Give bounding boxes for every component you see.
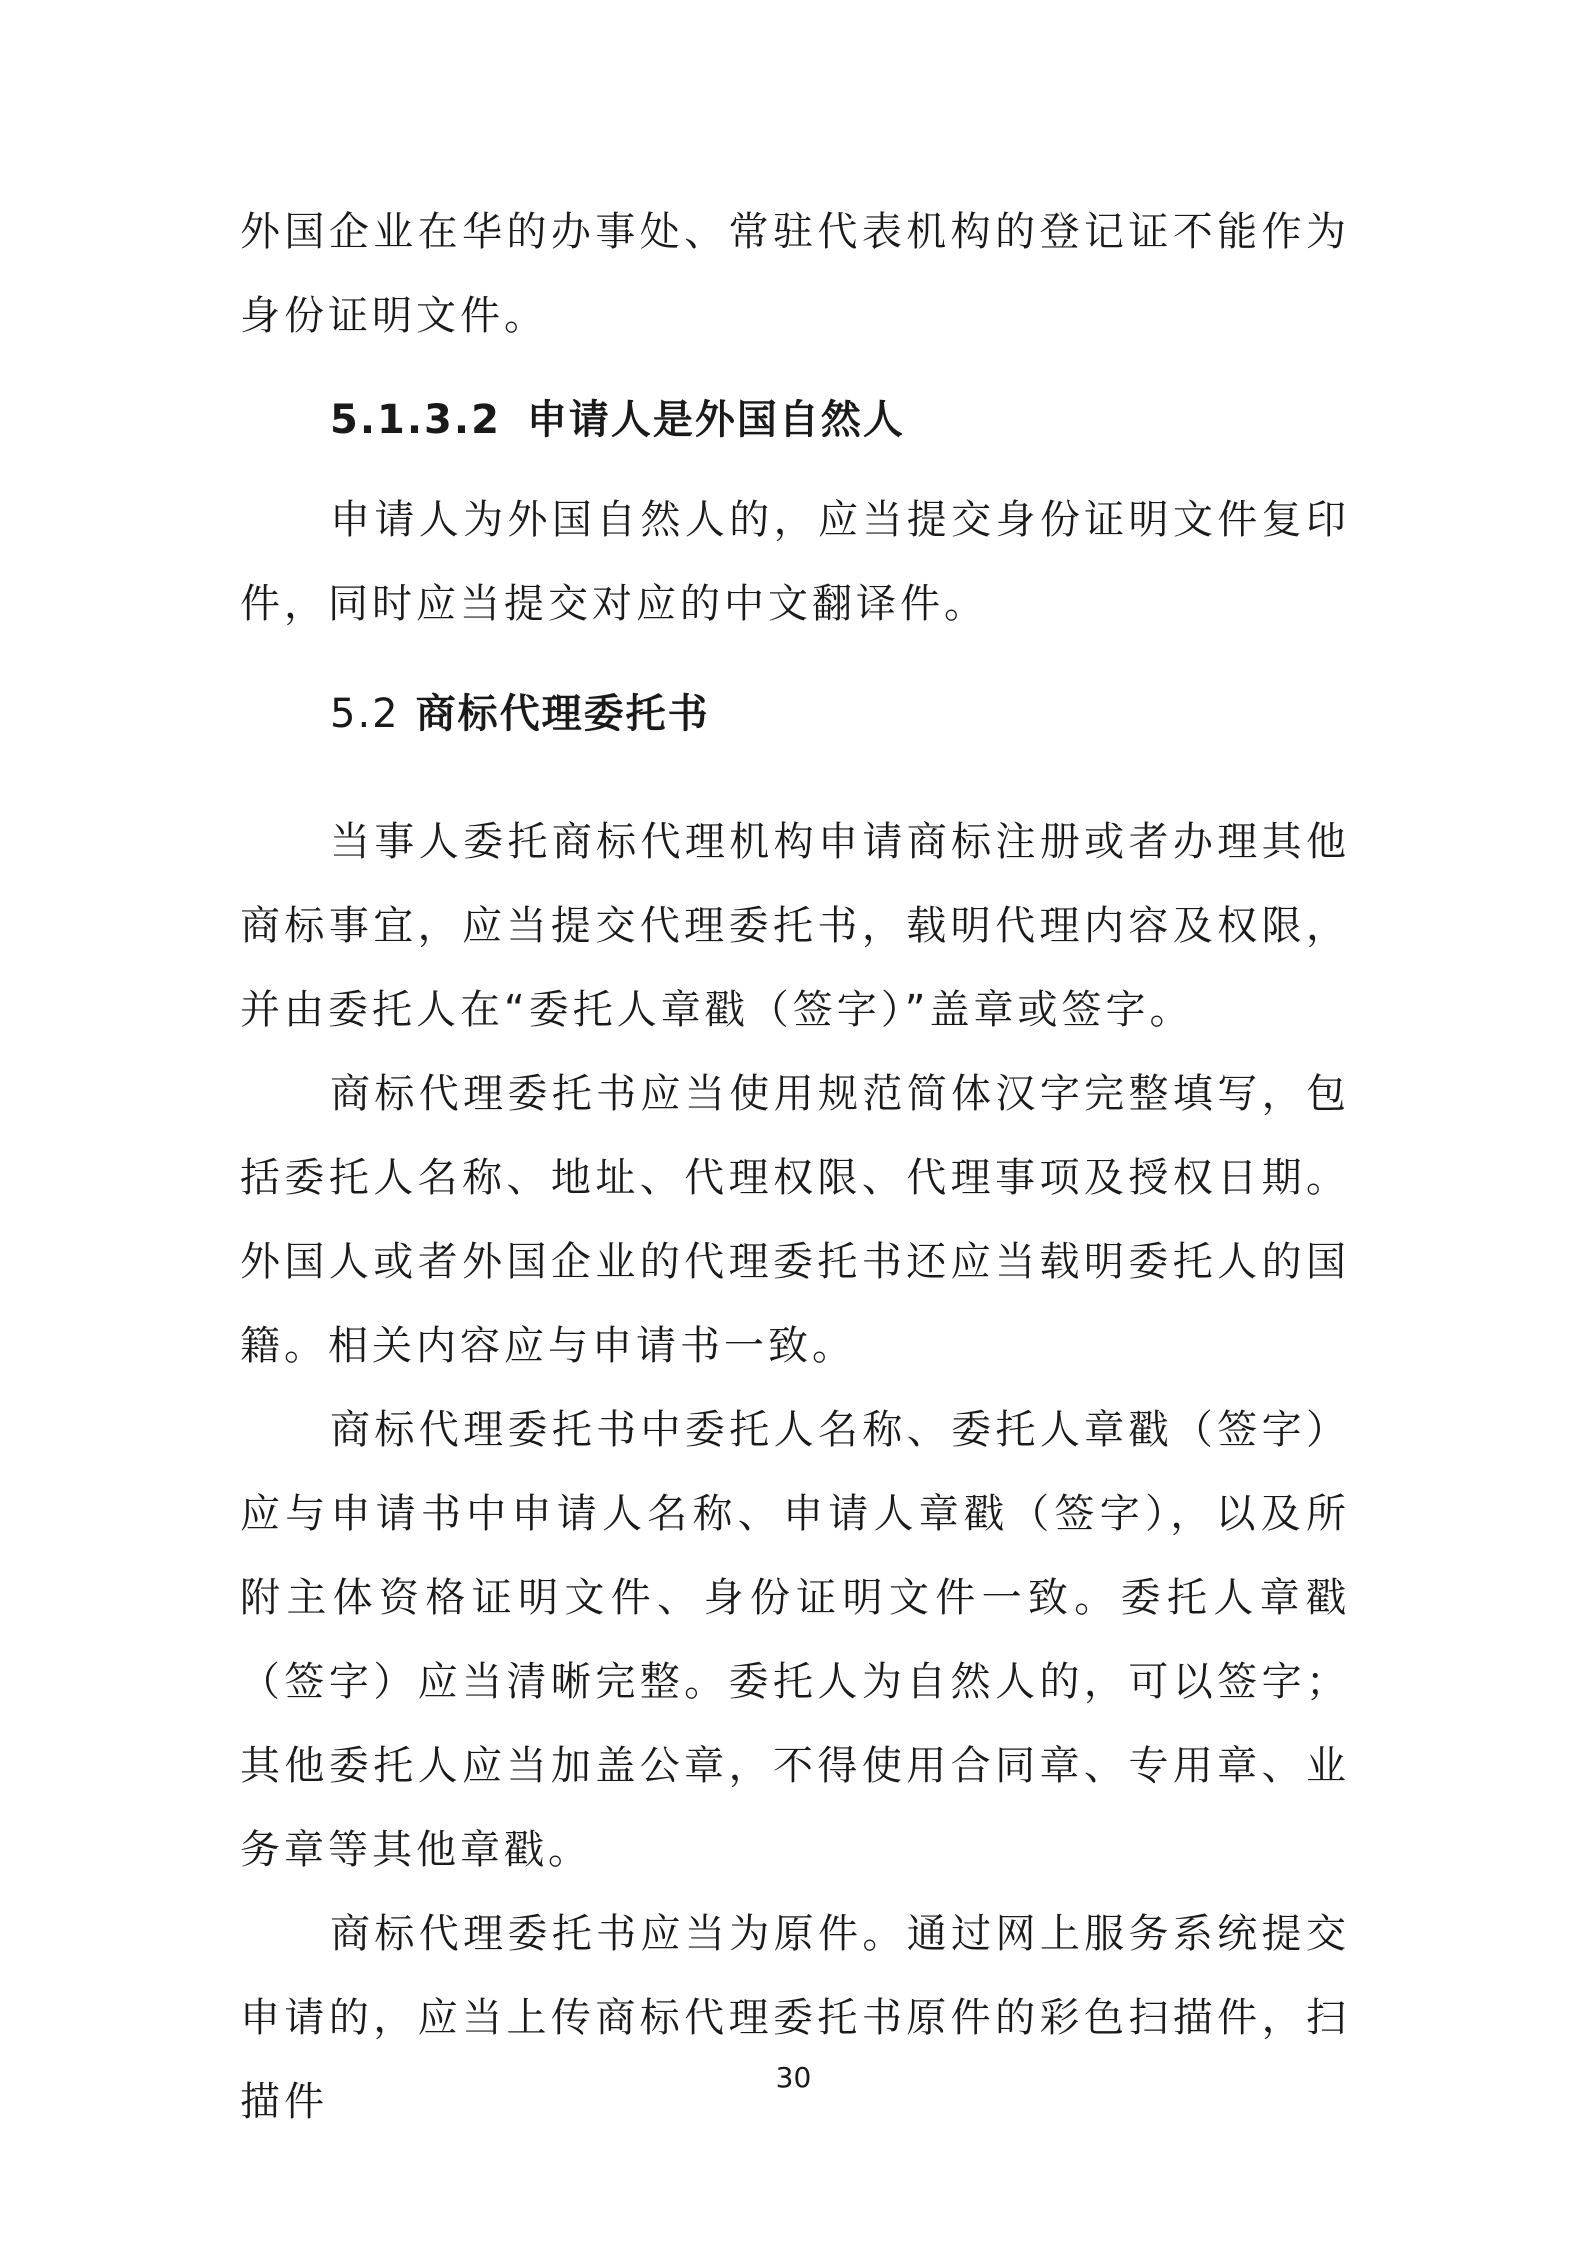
- page-number: 30: [775, 2061, 812, 2094]
- paragraph-entrustment-original: 商标代理委托书应当为原件。通过网上服务系统提交申请的，应当上传商标代理委托书原件的彩色扫描件，扫描件: [240, 1911, 1350, 2125]
- section-title: 商标代理委托书: [415, 691, 710, 737]
- section-number: 5.1.3.2: [330, 397, 501, 443]
- paragraph-foreign-office-registration: 外国企业在华的办事处、常驻代表机构的登记证不能作为身份证明文件。: [240, 209, 1350, 339]
- section-heading-5-1-3-2: [330, 378, 905, 462]
- paragraph-entrustment-content: 商标代理委托书应当使用规范简体汉字完整填写，包括委托人名称、地址、代理权限、代理事项及授权日期。外国人或者外国企业的代理委托书还应当载明委托人的国籍。相关内容应与申请书一致。: [240, 1071, 1350, 1369]
- section-title: 申请人是外国自然人: [526, 397, 905, 443]
- paragraph-entrustment-consistency: 商标代理委托书中委托人名称、委托人章戳（签字）应与申请书中申请人名称、申请人章戳（签字），以及所附主体资格证明文件、身份证明文件一致。委托人章戳（签字）应当清晰完整。委托人为自然人的，可以签字；其他委托人应当加盖公章，不得使用合同章、专用章、业务章等其他章戳。: [240, 1407, 1350, 1873]
- section-heading-5-2: [330, 672, 710, 756]
- paragraph-foreign-natural-person: 申请人为外国自然人的，应当提交身份证明文件复印件，同时应当提交对应的中文翻译件。: [240, 497, 1350, 627]
- paragraph-agency-entrustment: 当事人委托商标代理机构申请商标注册或者办理其他商标事宜，应当提交代理委托书，载明代理内容及权限，并由委托人在“委托人章戳（签字）”盖章或签字。: [240, 819, 1350, 1033]
- section-number: 5.2: [330, 691, 400, 737]
